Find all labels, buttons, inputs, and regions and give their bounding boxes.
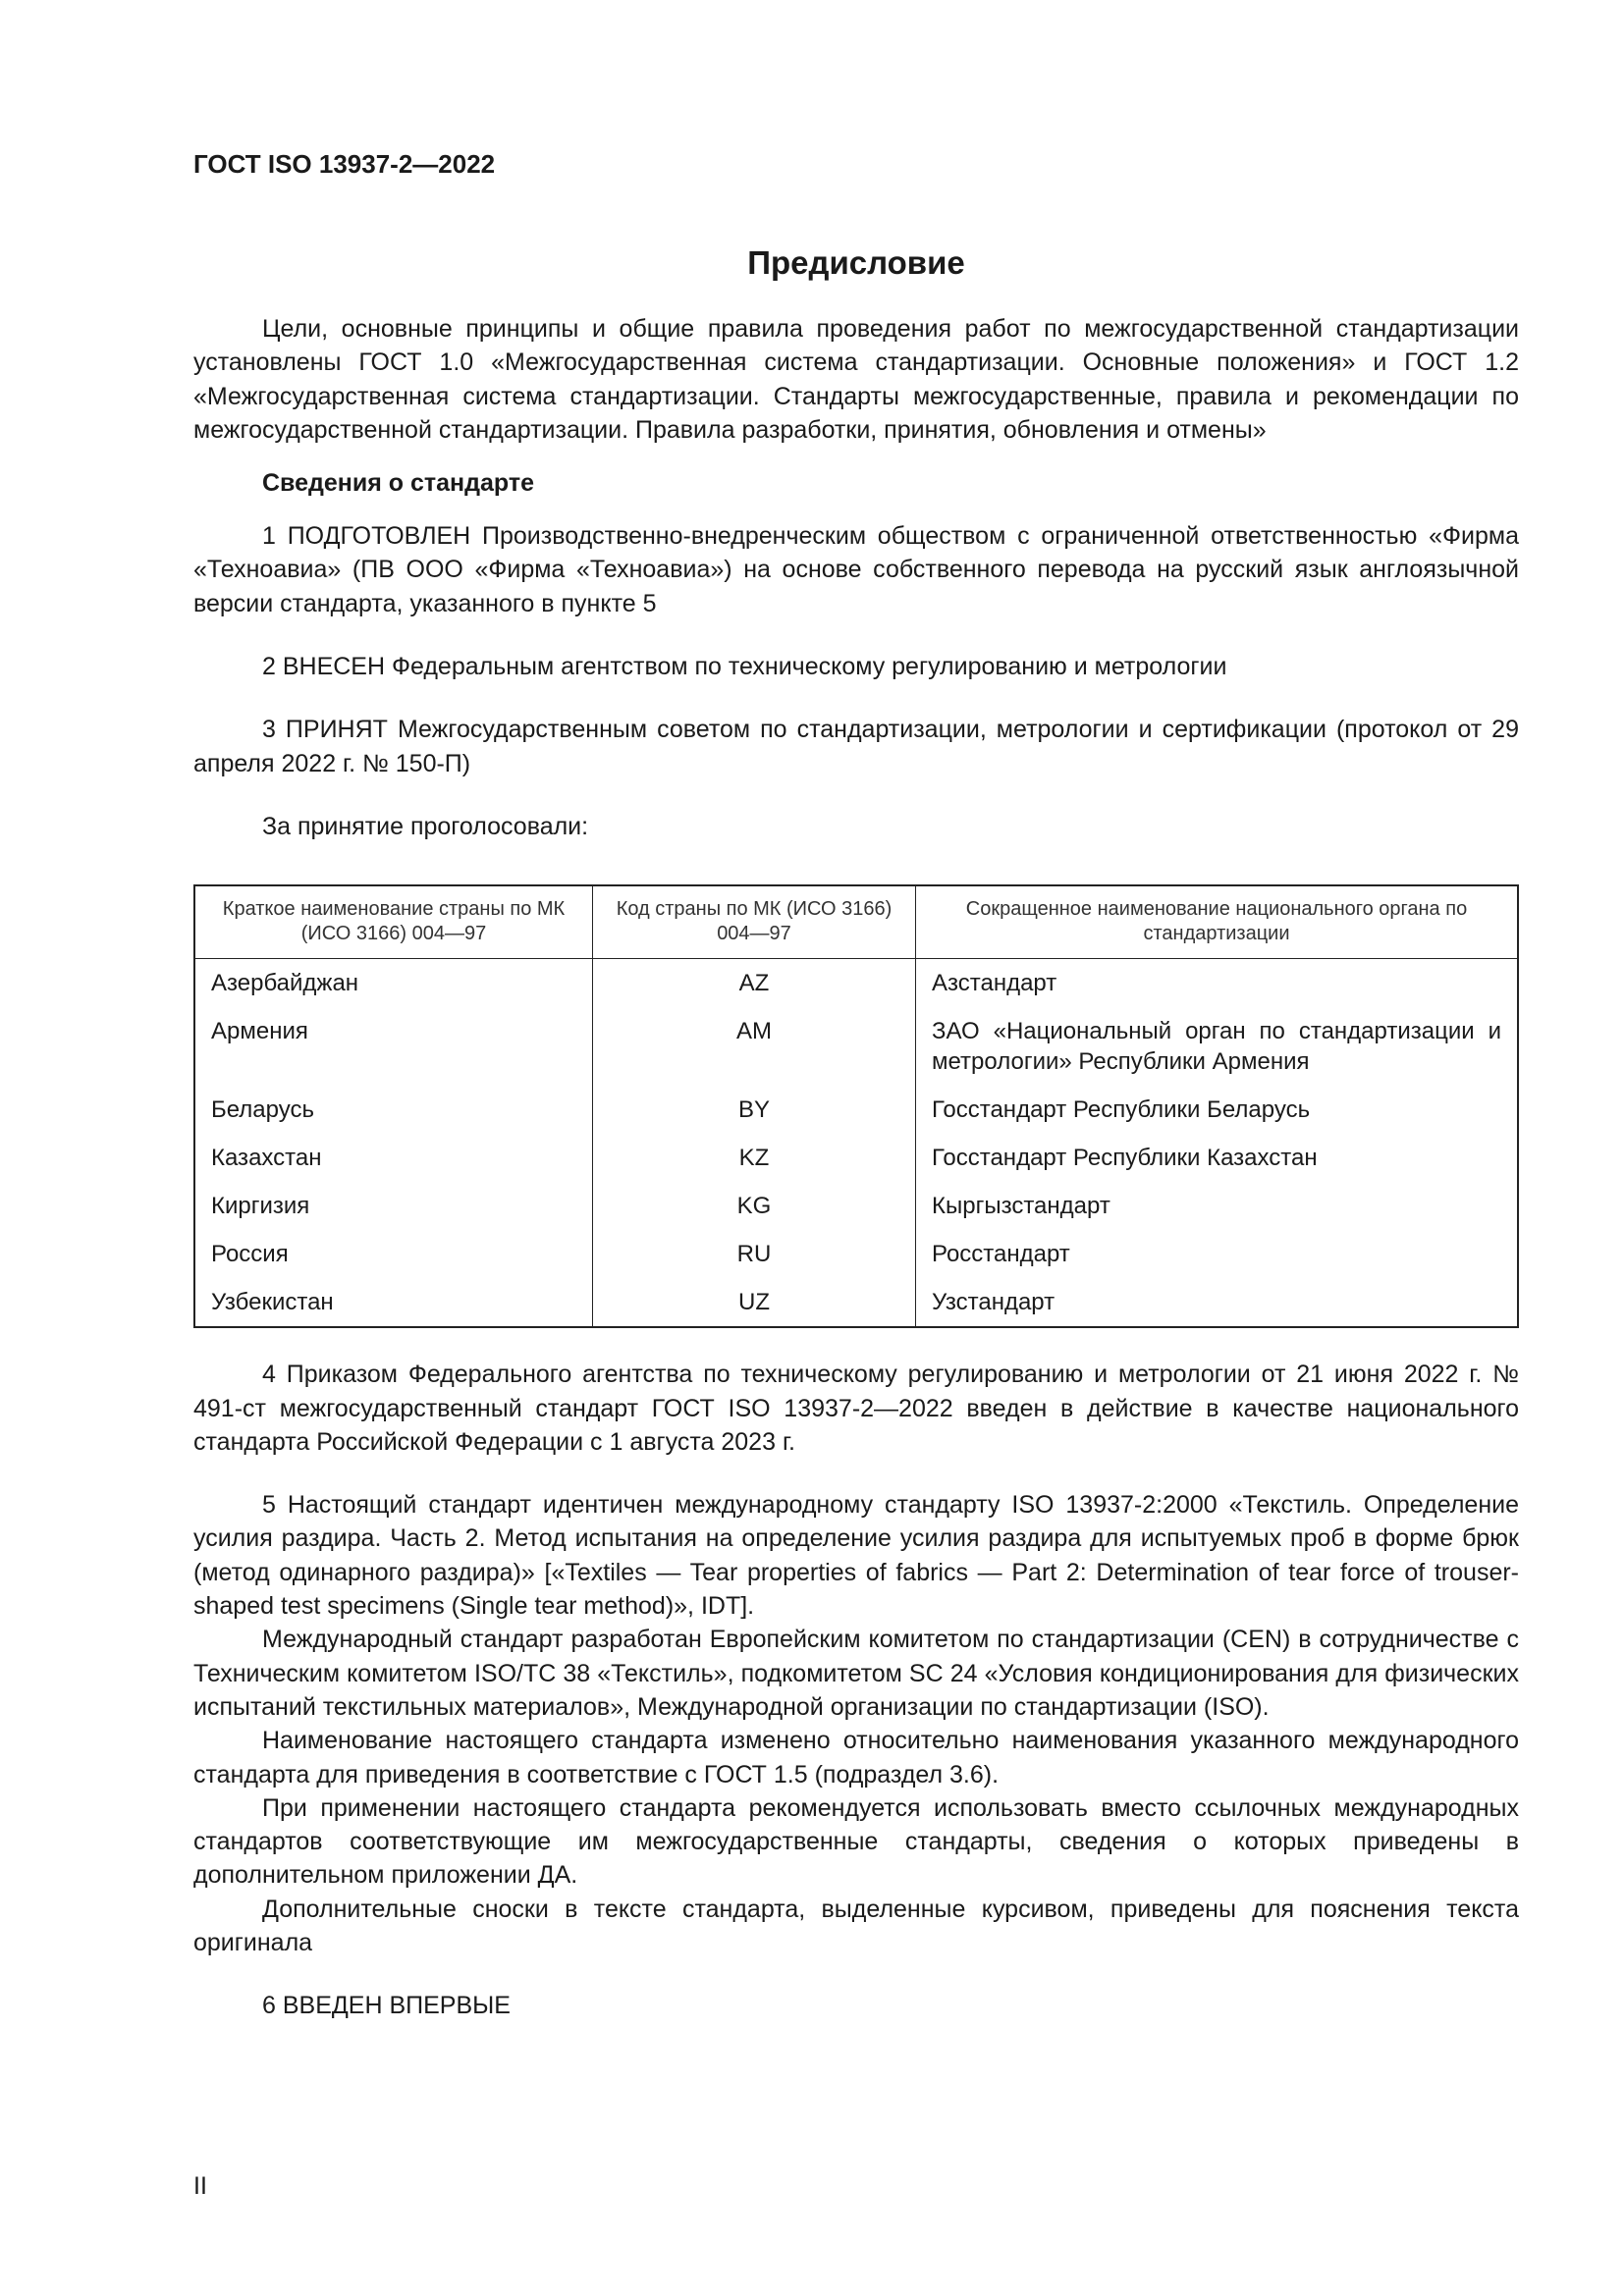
body-cell: ЗАО «Национальный орган по стандартизации и метрологии» Республики Армения [916,1007,1519,1086]
item-5-title-change-paragraph: Наименование настоящего стандарта изменено относительно наименования указанного международного стандарта для приведения в соответствие с ГОСТ 1.5 (подраздел 3.6). [193,1727,1519,1789]
code-cell: KG [593,1182,916,1230]
table-header-row [194,885,1518,959]
body-cell: Азстандарт [916,959,1519,1008]
code-cell: RU [593,1230,916,1278]
voted-label: За принятие проголосовали: [262,812,589,840]
item-5-paragraph: 5 Настоящий стандарт идентичен международному стандарту ISO 13937-2:2000 «Текстиль. Определение усилия раздира. Часть 2. Метод испытания на определение усилия раздира для испытуемых проб в форме брюк (метод одинарного раздира)» [«Textiles — Tear properties of fabrics — Part 2: Determination of tear force of trouser-shaped test specimens (Single tear method)», IDT]. [193,1491,1519,1621]
table-row [194,1278,1518,1327]
item-5-references-paragraph: При применении настоящего стандарта рекомендуется использовать вместо ссылочных международных стандартов соответствующие им межгосударственные стандарты, сведения о которых приведены в дополнительном приложении ДА. [193,1793,1519,1890]
header-country: Краткое наименование страны по МК (ИСО 3166) 004—97 [194,885,593,959]
intro-paragraph: Цели, основные принципы и общие правила проведения работ по межгосударственной стандартизации установлены ГОСТ 1.0 «Межгосударственная система стандартизации. Основные положения» и ГОСТ 1.2 «Межгосударственная система стандартизации. Стандарты межгосударственные, правила и рекомендации по межгосударственной стандартизации. Правила разработки, принятия, обновления и отмены» [193,315,1519,444]
body-cell: Госстандарт Республики Беларусь [916,1086,1519,1134]
country-cell: Армения [194,1007,593,1086]
info-heading: Сведения о стандарте [262,469,535,498]
code-cell: AM [593,1007,916,1086]
item-6-paragraph: 6 ВВЕДЕН ВПЕРВЫЕ [262,1992,511,2020]
page-number: II [193,2172,207,2200]
code-cell: UZ [593,1278,916,1327]
code-cell: AZ [593,959,916,1008]
country-cell: Киргизия [194,1182,593,1230]
item-4-paragraph: 4 Приказом Федерального агентства по техническому регулированию и метрологии от 21 июня 2022 г. № 491-ст межгосударственный стандарт ГОСТ ISO 13937-2—2022 введен в действие в качестве национального стандарта Российской Федерации с 1 августа 2023 г. [193,1361,1519,1456]
item-1-paragraph: 1 ПОДГОТОВЛЕН Производственно-внедренческим обществом с ограниченной ответственностью «Фирма «Техноавиа» (ПВ ООО «Фирма «Техноавиа») на основе собственного перевода на русский язык англоязычной версии стандарта, указанного в пункте 5 [193,522,1519,617]
table-row [194,959,1518,1008]
code-cell: KZ [593,1134,916,1182]
body-cell: Кыргызстандарт [916,1182,1519,1230]
body-cell: Узстандарт [916,1278,1519,1327]
page-title: Предисловие [747,244,965,281]
table-row [194,1134,1518,1182]
country-cell: Казахстан [194,1134,593,1182]
header-body: Сокращенное наименование национального органа по стандартизации [916,885,1519,959]
table-row [194,1182,1518,1230]
table-row [194,1230,1518,1278]
country-cell: Беларусь [194,1086,593,1134]
header-code: Код страны по МК (ИСО 3166) 004—97 [593,885,916,959]
table-row [194,1086,1518,1134]
voting-table [193,884,1519,1328]
item-2-paragraph: 2 ВНЕСЕН Федеральным агентством по техническому регулированию и метрологии [262,653,1227,681]
item-5-footnotes-paragraph: Дополнительные сноски в тексте стандарта, выделенные курсивом, приведены для пояснения текста оригинала [193,1895,1519,1957]
country-cell: Россия [194,1230,593,1278]
code-cell: BY [593,1086,916,1134]
item-5-development-paragraph: Международный стандарт разработан Европейским комитетом по стандартизации (CEN) в сотрудничестве с Техническим комитетом ISO/TC 38 «Текстиль», подкомитетом SC 24 «Условия кондиционирования для физических испытаний текстильных материалов», Международной организации по стандартизации (ISO). [193,1626,1519,1721]
document-page [193,147,1519,2023]
item-3-paragraph: 3 ПРИНЯТ Межгосударственным советом по стандартизации, метрологии и сертификации (протокол от 29 апреля 2022 г. № 150-П) [193,716,1519,777]
table-row [194,1007,1518,1086]
country-cell: Азербайджан [194,959,593,1008]
body-cell: Росстандарт [916,1230,1519,1278]
document-code: ГОСТ ISO 13937-2—2022 [193,149,496,179]
country-cell: Узбекистан [194,1278,593,1327]
body-cell: Госстандарт Республики Казахстан [916,1134,1519,1182]
